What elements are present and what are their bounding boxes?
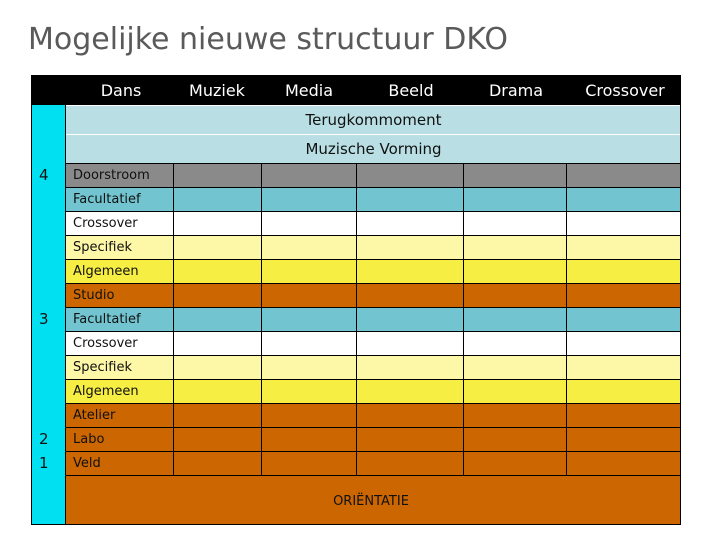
column-divider xyxy=(463,163,464,187)
column-divider xyxy=(173,211,174,235)
column-divider xyxy=(566,403,567,427)
column-divider xyxy=(566,427,567,451)
table-row xyxy=(66,403,681,427)
column-divider xyxy=(463,211,464,235)
page-title: Mogelijke nieuwe structuur DKO xyxy=(28,22,509,57)
column-header: Drama xyxy=(488,81,544,100)
column-divider xyxy=(173,235,174,259)
row-label: Algemeen xyxy=(73,264,139,279)
column-divider xyxy=(261,211,262,235)
column-header: Beeld xyxy=(388,81,434,100)
table-row xyxy=(66,235,681,259)
level-number: 1 xyxy=(39,454,49,472)
row-label: Specifiek xyxy=(73,240,132,255)
row-label: Doorstroom xyxy=(73,168,150,183)
column-divider xyxy=(173,163,174,187)
column-divider xyxy=(356,379,357,403)
column-divider xyxy=(261,283,262,307)
column-divider xyxy=(463,283,464,307)
column-divider xyxy=(173,187,174,211)
column-divider xyxy=(173,379,174,403)
orientation-label: ORIËNTATIE xyxy=(333,494,409,509)
table-row xyxy=(66,259,681,283)
column-divider xyxy=(566,283,567,307)
column-divider xyxy=(356,307,357,331)
column-divider xyxy=(261,187,262,211)
column-divider xyxy=(463,451,464,475)
table-row xyxy=(66,283,681,307)
row-label: Algemeen xyxy=(73,384,139,399)
table-row xyxy=(66,187,681,211)
column-divider xyxy=(173,331,174,355)
column-divider xyxy=(356,355,357,379)
column-divider xyxy=(463,427,464,451)
row-label: Facultatief xyxy=(73,312,141,327)
column-divider xyxy=(261,355,262,379)
column-divider xyxy=(356,187,357,211)
column-header: Dans xyxy=(100,81,142,100)
column-divider xyxy=(261,235,262,259)
column-divider xyxy=(463,259,464,283)
column-divider xyxy=(566,211,567,235)
span-row-label: Terugkommoment xyxy=(305,111,442,129)
column-divider xyxy=(463,187,464,211)
column-divider xyxy=(356,403,357,427)
column-divider xyxy=(261,451,262,475)
column-divider xyxy=(173,307,174,331)
column-divider xyxy=(173,283,174,307)
row-label: Atelier xyxy=(73,408,116,423)
column-divider xyxy=(261,427,262,451)
table-row xyxy=(66,427,681,451)
column-divider xyxy=(356,331,357,355)
column-divider xyxy=(566,187,567,211)
column-divider xyxy=(566,355,567,379)
column-divider xyxy=(261,259,262,283)
level-number: 3 xyxy=(39,310,49,328)
row-label: Specifiek xyxy=(73,360,132,375)
column-divider xyxy=(463,355,464,379)
column-divider xyxy=(463,379,464,403)
level-number: 2 xyxy=(39,430,49,448)
column-divider xyxy=(173,355,174,379)
column-divider xyxy=(356,451,357,475)
level-number: 4 xyxy=(39,166,49,184)
row-label: Crossover xyxy=(73,336,138,351)
table-row xyxy=(66,451,681,475)
column-divider xyxy=(356,427,357,451)
column-divider xyxy=(261,307,262,331)
column-divider xyxy=(173,427,174,451)
row-label: Studio xyxy=(73,288,115,303)
column-divider xyxy=(356,211,357,235)
table-row xyxy=(66,211,681,235)
column-divider xyxy=(356,163,357,187)
column-divider xyxy=(566,451,567,475)
row-label: Labo xyxy=(73,432,105,447)
column-divider xyxy=(463,331,464,355)
column-header: Media xyxy=(284,81,334,100)
span-row-label: Muzische Vorming xyxy=(305,140,442,158)
table-row xyxy=(66,355,681,379)
column-divider xyxy=(463,403,464,427)
row-label: Facultatief xyxy=(73,192,141,207)
column-divider xyxy=(356,235,357,259)
column-divider xyxy=(566,163,567,187)
column-divider xyxy=(173,403,174,427)
column-divider xyxy=(566,259,567,283)
column-divider xyxy=(566,307,567,331)
column-divider xyxy=(566,235,567,259)
table-row xyxy=(66,307,681,331)
structure-table xyxy=(31,75,681,525)
table-row xyxy=(66,379,681,403)
column-divider xyxy=(261,163,262,187)
column-divider xyxy=(261,379,262,403)
column-divider xyxy=(261,331,262,355)
column-header: Muziek xyxy=(189,81,245,100)
column-divider xyxy=(173,259,174,283)
row-label: Veld xyxy=(73,456,101,471)
column-divider xyxy=(566,331,567,355)
column-divider xyxy=(356,259,357,283)
column-divider xyxy=(261,403,262,427)
column-divider xyxy=(566,379,567,403)
column-header: Crossover xyxy=(585,81,665,100)
row-label: Crossover xyxy=(73,216,138,231)
column-divider xyxy=(463,307,464,331)
column-divider xyxy=(463,235,464,259)
table-row xyxy=(66,163,681,187)
column-divider xyxy=(173,451,174,475)
column-divider xyxy=(356,283,357,307)
table-row xyxy=(66,331,681,355)
